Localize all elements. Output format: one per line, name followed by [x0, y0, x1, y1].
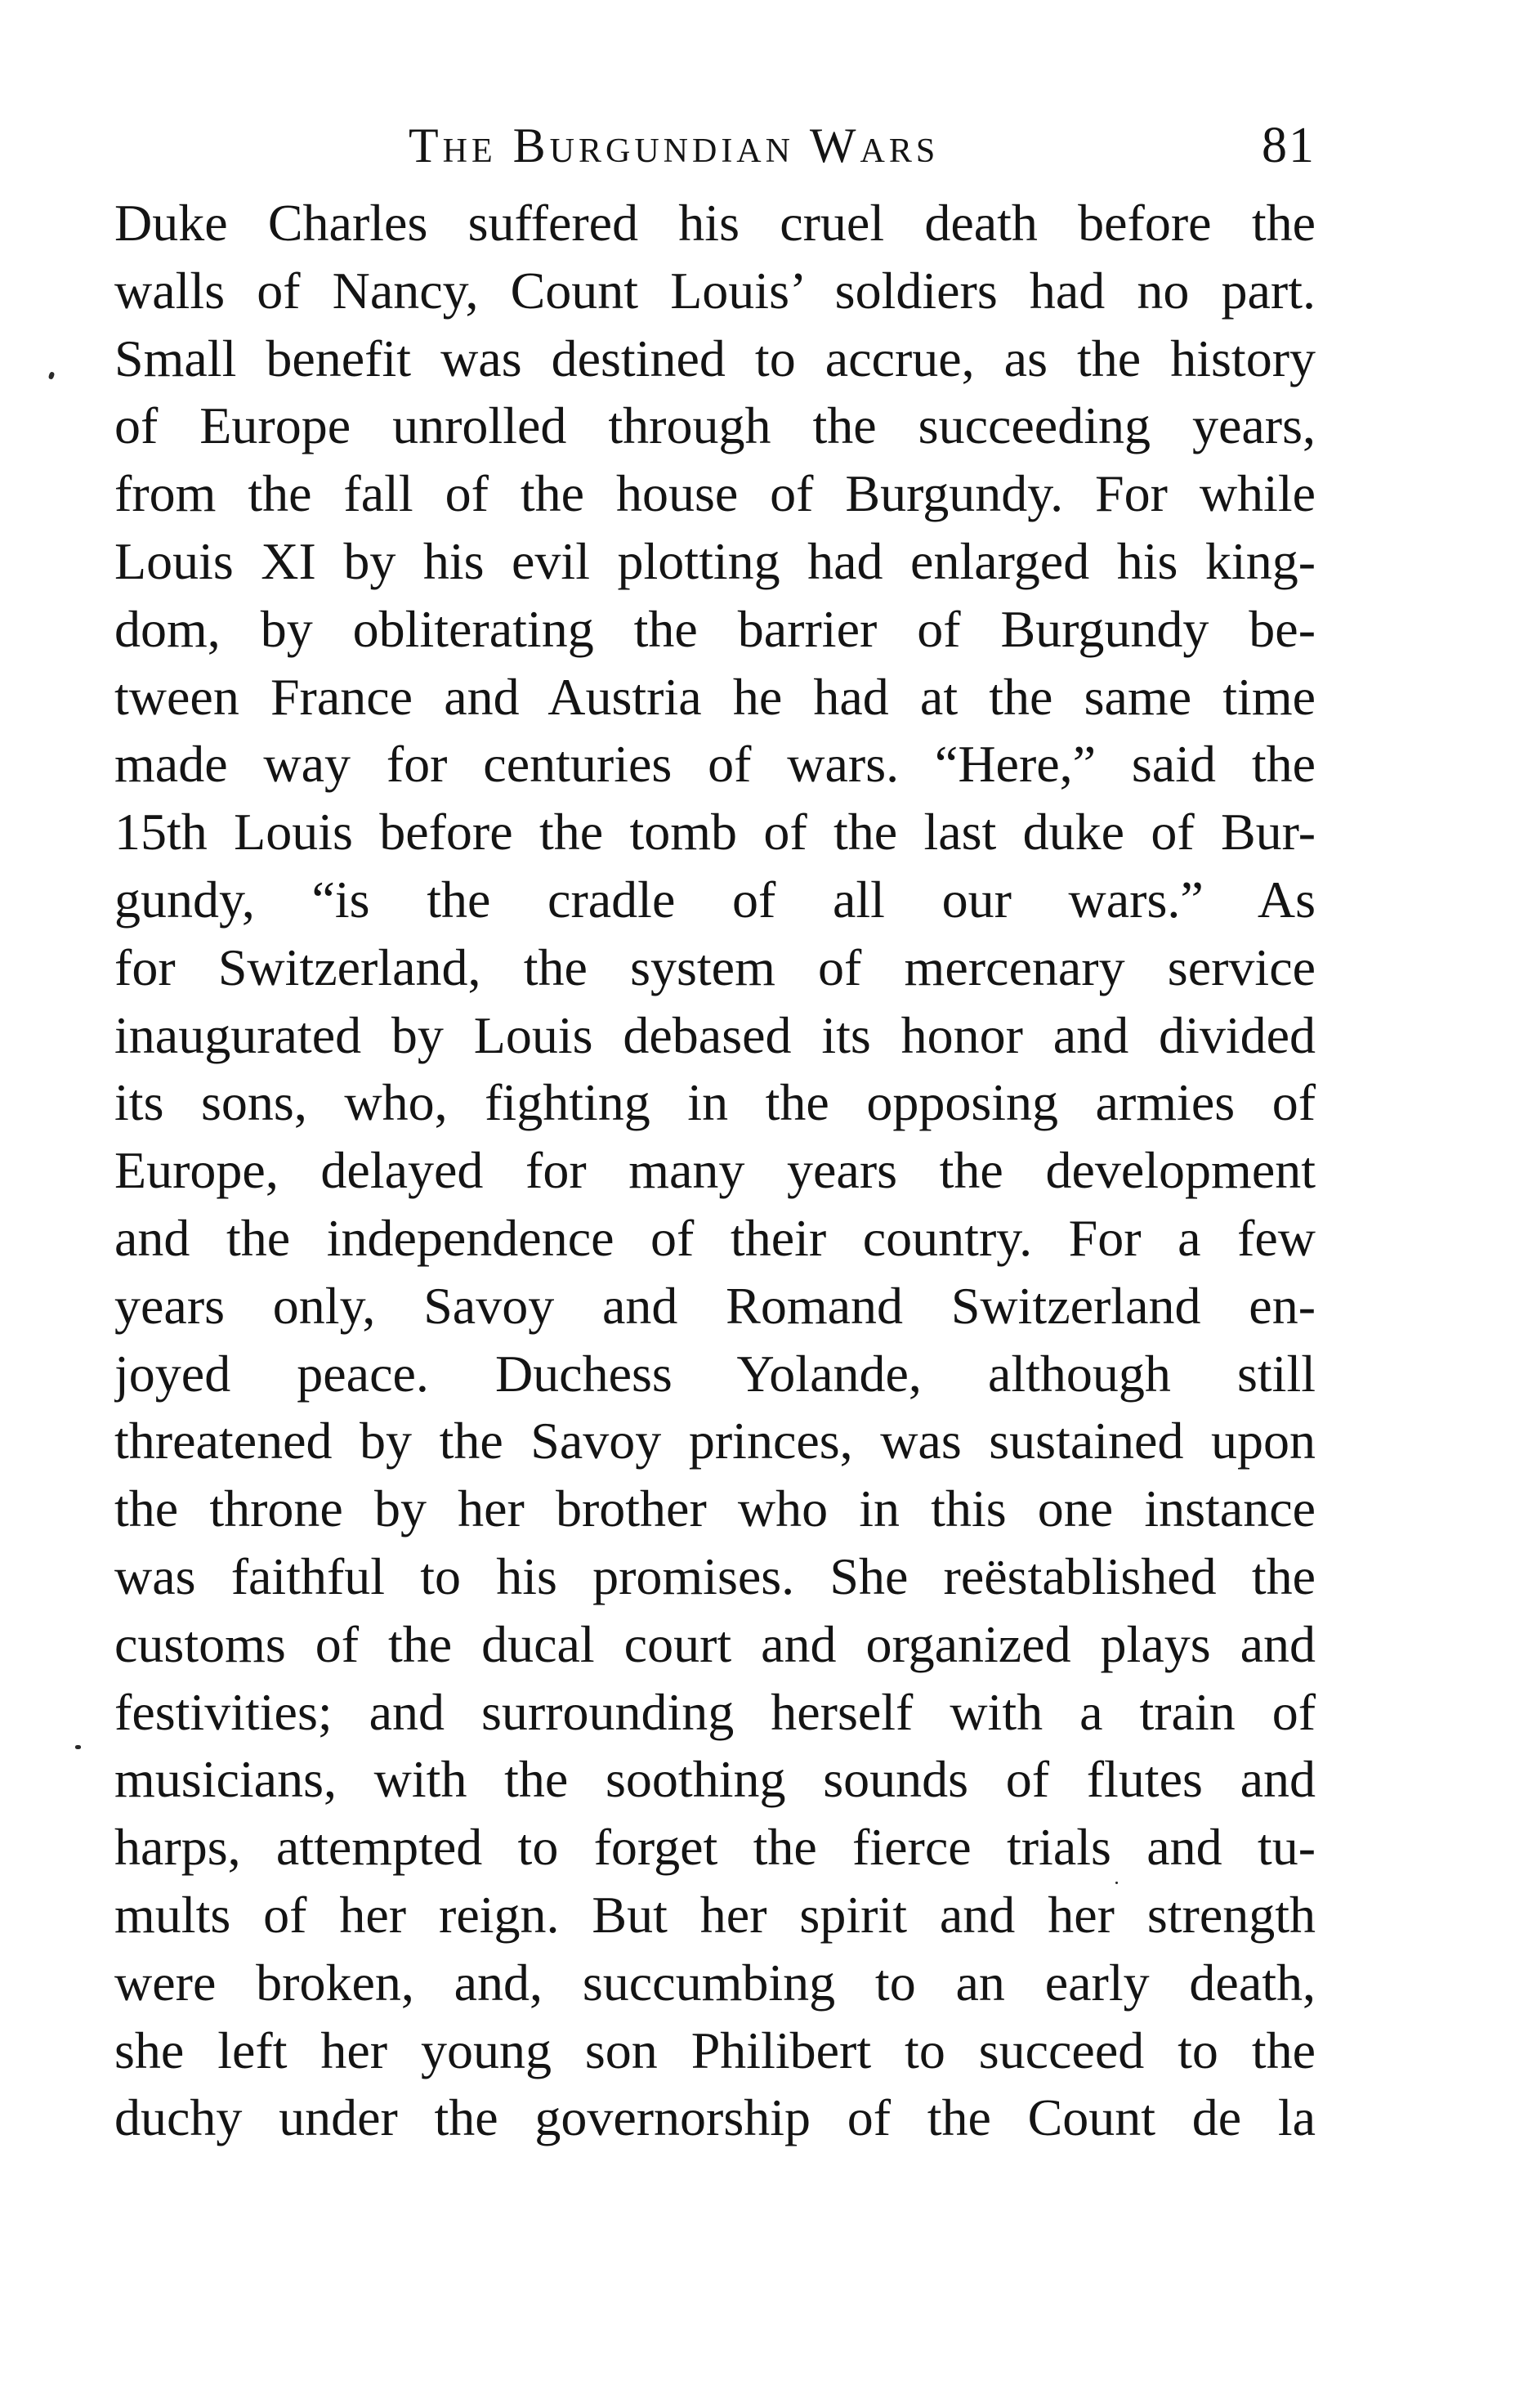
text-line: joyed peace. Duchess Yolande, although still [114, 1344, 1316, 1403]
text-line: musicians, with the soothing sounds of flutes and [114, 1750, 1316, 1809]
text-line: the throne by her brother who in this one instance [114, 1479, 1316, 1538]
text-line: customs of the ducal court and organized plays and [114, 1614, 1316, 1673]
running-head [114, 113, 1316, 178]
text-line: duchy under the governorship of the Count de la [114, 2088, 1316, 2147]
text-line: was faithful to his promises. She reëstablished the [114, 1546, 1316, 1605]
ink-speck [1115, 1882, 1118, 1884]
ink-speck [75, 1745, 81, 1749]
text-line: and the independence of their country. For a few [114, 1208, 1316, 1267]
running-title: The Burgundian Wars [409, 119, 940, 172]
text-line: tween France and Austria he had at the same time [114, 667, 1316, 726]
text-line: Duke Charles suffered his cruel death before the [114, 194, 1316, 252]
text-line: walls of Nancy, Count Louis’ soldiers had no part. [114, 261, 1316, 320]
text-line: mults of her reign. But her spirit and her strength [114, 1885, 1316, 1944]
page-number: 81 [1262, 118, 1316, 173]
text-line: from the fall of the house of Burgundy. For while [114, 464, 1316, 523]
text-line: festivities; and surrounding herself with a train of [114, 1682, 1316, 1741]
text-line: made way for centuries of wars. “Here,” said the [114, 735, 1316, 794]
text-line: harps, attempted to forget the fierce trials and tu- [114, 1818, 1316, 1877]
text-line: years only, Savoy and Romand Switzerland en- [114, 1276, 1316, 1335]
text-line: its sons, who, fighting in the opposing armies of [114, 1073, 1316, 1132]
text-line: she left her young son Philibert to succeed to the [114, 2021, 1316, 2079]
text-line: were broken, and, succumbing to an early death, [114, 1953, 1316, 2012]
text-line: threatened by the Savoy princes, was sustained upon [114, 1412, 1316, 1470]
text-line: 15th Louis before the tomb of the last duke of Bur- [114, 803, 1316, 862]
text-line: gundy, “is the cradle of all our wars.” As [114, 870, 1316, 929]
text-line: of Europe unrolled through the succeeding years, [114, 396, 1316, 455]
text-line: Europe, delayed for many years the development [114, 1141, 1316, 1200]
text-line: for Switzerland, the system of mercenary service [114, 938, 1316, 996]
text-line: dom, by obliterating the barrier of Burgundy be- [114, 599, 1316, 658]
text-line: Louis XI by his evil plotting had enlarged his king- [114, 531, 1316, 590]
body-text [114, 190, 1316, 2152]
text-line: Small benefit was destined to accrue, as the history [114, 329, 1316, 387]
text-line: inaugurated by Louis debased its honor and divided [114, 1005, 1316, 1064]
ink-speck [48, 371, 56, 380]
